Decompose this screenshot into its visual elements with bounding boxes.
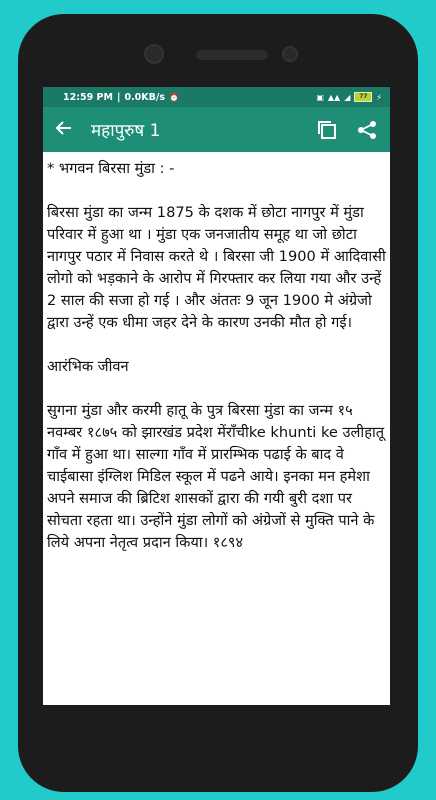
status-separator: | — [116, 91, 121, 103]
phone-speaker — [196, 50, 268, 60]
copy-icon[interactable] — [316, 119, 338, 141]
phone-camera — [144, 44, 164, 64]
status-speed: 0.0KB/s — [124, 91, 166, 103]
share-icon[interactable] — [356, 119, 378, 141]
app-bar — [43, 107, 390, 152]
article-heading: * भगवन बिरसा मुंडा : - — [47, 160, 175, 177]
charging-icon: ⚡ — [376, 92, 382, 102]
article-paragraph-early-life: सुगना मुंडा और करमी हातू के पुत्र बिरसा मुंडा का जन्म १५ नवम्बर १८७५ को झारखंड प्रदेश मेंराँचीke khunti ke उलीहातू गाँव में हुआ था। साल्गा गाँव में प्रारम्भिक पढाई के बाद वे चाईबासा इंग्लिश मिडिल स्कूल में पढने आये। इनका मन हमेशा अपने समाज की ब्रिटिश शासकों द्वारा की गयी बुरी दशा पर सोचता रहता था। उन्होंने मुंडा लोगों को अंग्रेजों से मुक्ति पाने के लिये अपना नेतृत्व प्रदान किया। १८९४ — [47, 402, 385, 551]
status-time: 12:59 PM — [63, 91, 113, 103]
app-screen — [43, 87, 390, 705]
section-heading: आरंभिक जीवन — [47, 358, 129, 375]
alarm-icon: ⏰ — [169, 92, 179, 102]
arrow-left-icon[interactable] — [55, 118, 83, 142]
battery-icon: 77 — [354, 92, 372, 102]
status-bar — [43, 87, 390, 107]
page-title: महापुरुष 1 — [91, 121, 161, 141]
wifi-icon: ◢ — [344, 92, 351, 102]
article-paragraph-intro: बिरसा मुंडा का जन्म 1875 के दशक में छोटा नागपुर में मुंडा परिवार में हुआ था । मुंडा एक जनजातीय समूह था जो छोटा नागपुर पठार में निवास करते थे । बिरसा जी 1900 में आदिवासी लोगो को भड़काने के आरोप में गिरफ्तार कर लिया गया और उन्हें 2 साल की सजा हो गई । और अंततः 9 जून 1900 मे अंग्रेजो द्वारा उन्हें एक धीमा जहर देने के कारण उनकी मौत हो गई। — [47, 204, 386, 331]
signal-icon: ▲▲ — [327, 92, 341, 102]
phone-sensor — [282, 46, 298, 62]
article-content — [43, 152, 390, 554]
vibrate-icon: ▣ — [316, 92, 324, 102]
